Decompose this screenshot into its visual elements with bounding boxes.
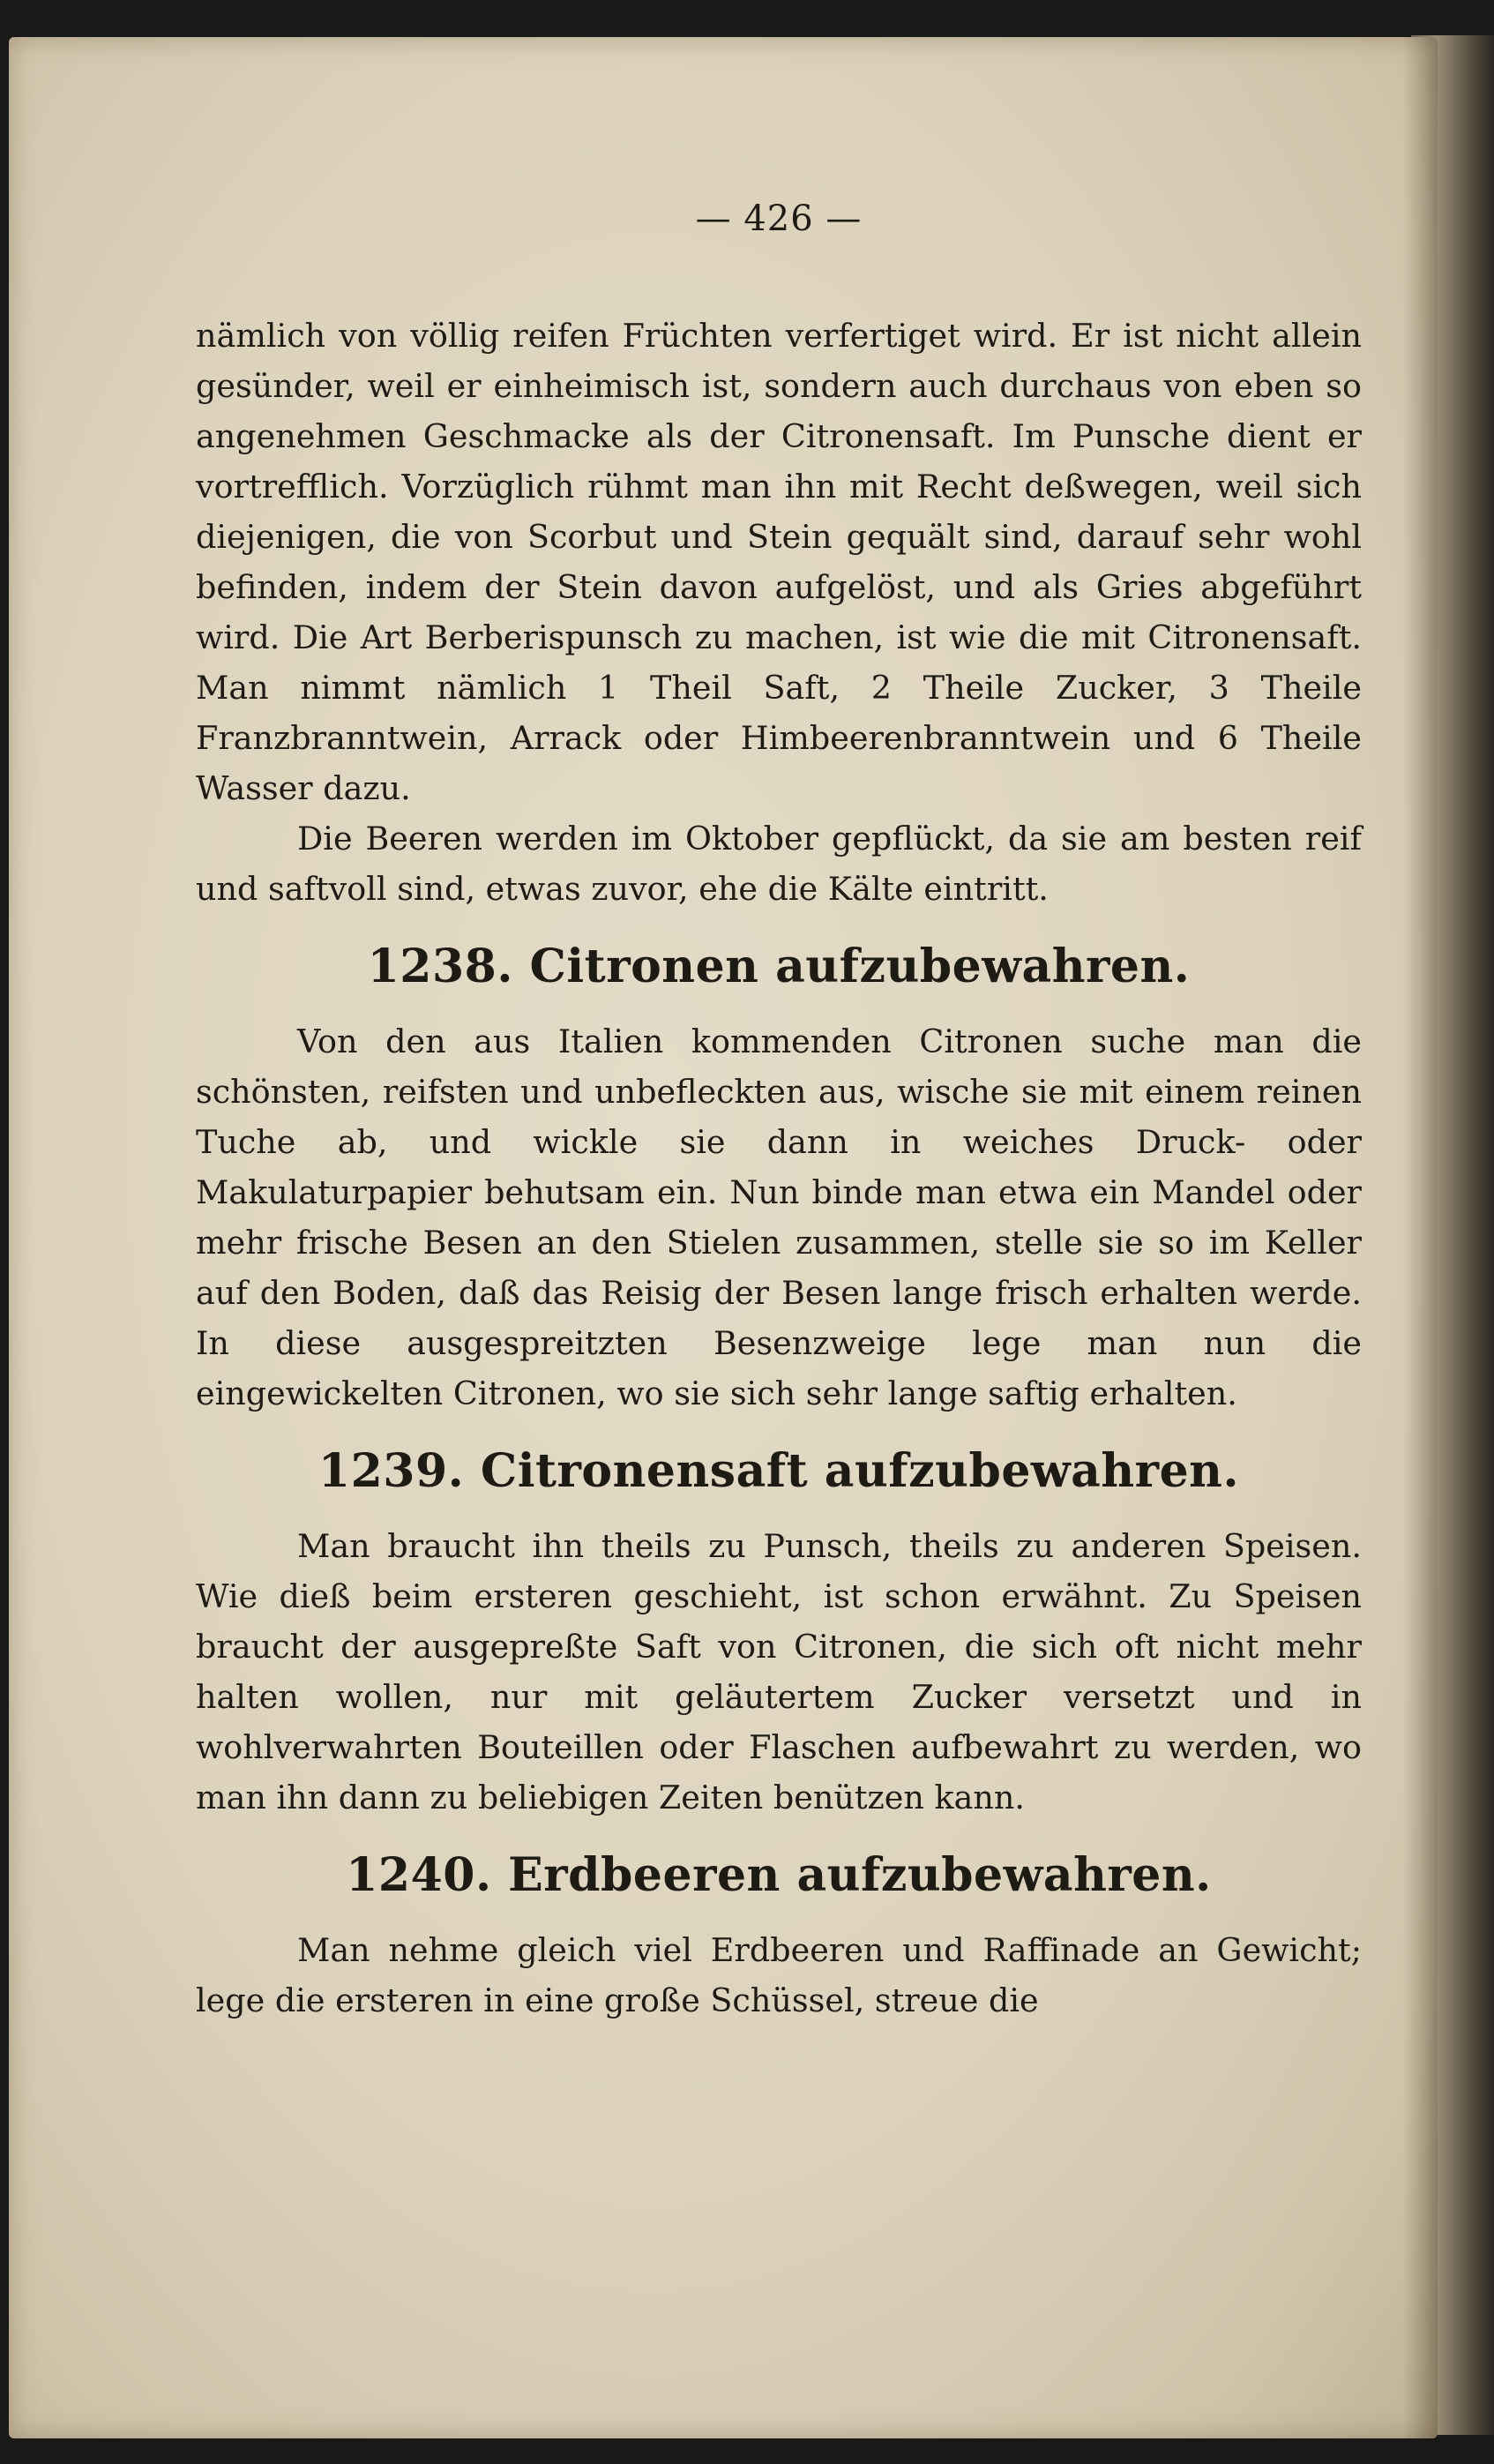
paragraph-1239: Man braucht ihn theils zu Punsch, theils zu anderen Speisen. Wie dieß beim ersteren geschieht, ist schon erwähnt. Zu Speisen braucht der ausgepreßte Saft von Citronen, die sich oft nicht mehr halten wollen, nur mit geläutertem Zucker versetzt und in wohlverwahrten Bouteillen oder Flaschen aufbewahrt zu werden, wo man ihn dann zu beliebigen Zeiten benützen kann. (196, 1527, 1362, 1816)
gutter-shadow (1402, 37, 1438, 2438)
paragraph-berries: Die Beeren werden im Oktober gepflückt, da sie am besten reif und saftvoll sind, etwas zuvor, ehe die Kälte eintritt. (196, 820, 1362, 908)
text-block (196, 194, 1362, 2026)
paragraph-1238: Von den aus Italien kommenden Citronen suche man die schönsten, reifsten und unbefleckten aus, wische sie mit einem reinen Tuche ab, und wickle sie dann in weiches Druck- oder Makulaturpapier behutsam ein. Nun binde man etwa ein Mandel oder mehr frische Besen an den Stielen zusammen, stelle sie so im Keller auf den Boden, daß das Reisig der Besen lange frisch erhalten werde. In diese ausgespreitzten Besenzweige lege man nun die eingewickelten Citronen, wo sie sich sehr lange saftig erhalten. (196, 1022, 1362, 1412)
heading-1240: 1240. Erdbeeren aufzubewahren. (346, 1848, 1212, 1902)
paragraph-1240: Man nehme gleich viel Erdbeeren und Raffinade an Gewicht; lege die ersteren in eine große Schüssel, streue die (196, 1931, 1362, 2019)
heading-1239: 1239. Citronensaft aufzubewahren. (317, 1444, 1240, 1498)
paragraph-continuation: nämlich von völlig reifen Früchten verfertiget wird. Er ist nicht allein gesünder, weil er einheimisch ist, sondern auch durchaus von eben so angenehmen Geschmacke als der Citronensaft. Im Punsche dient er vortrefflich. Vorzüglich rühmt man ihn mit Recht deßwegen, weil sich diejenigen, die von Scorbut und Stein gequält sind, darauf sehr wohl befinden, indem der Stein davon aufgelöst, und als Gries abgeführt wird. Die Art Berberispunsch zu machen, ist wie die mit Citronensaft. Man nimmt nämlich 1 Theil Saft, 2 Theile Zucker, 3 Theile Franzbranntwein, Arrack oder Himbeerenbranntwein und 6 Theile Wasser dazu. (196, 317, 1362, 807)
heading-1238: 1238. Citronen aufzubewahren. (367, 940, 1191, 993)
page-number: — 426 — (695, 198, 863, 239)
